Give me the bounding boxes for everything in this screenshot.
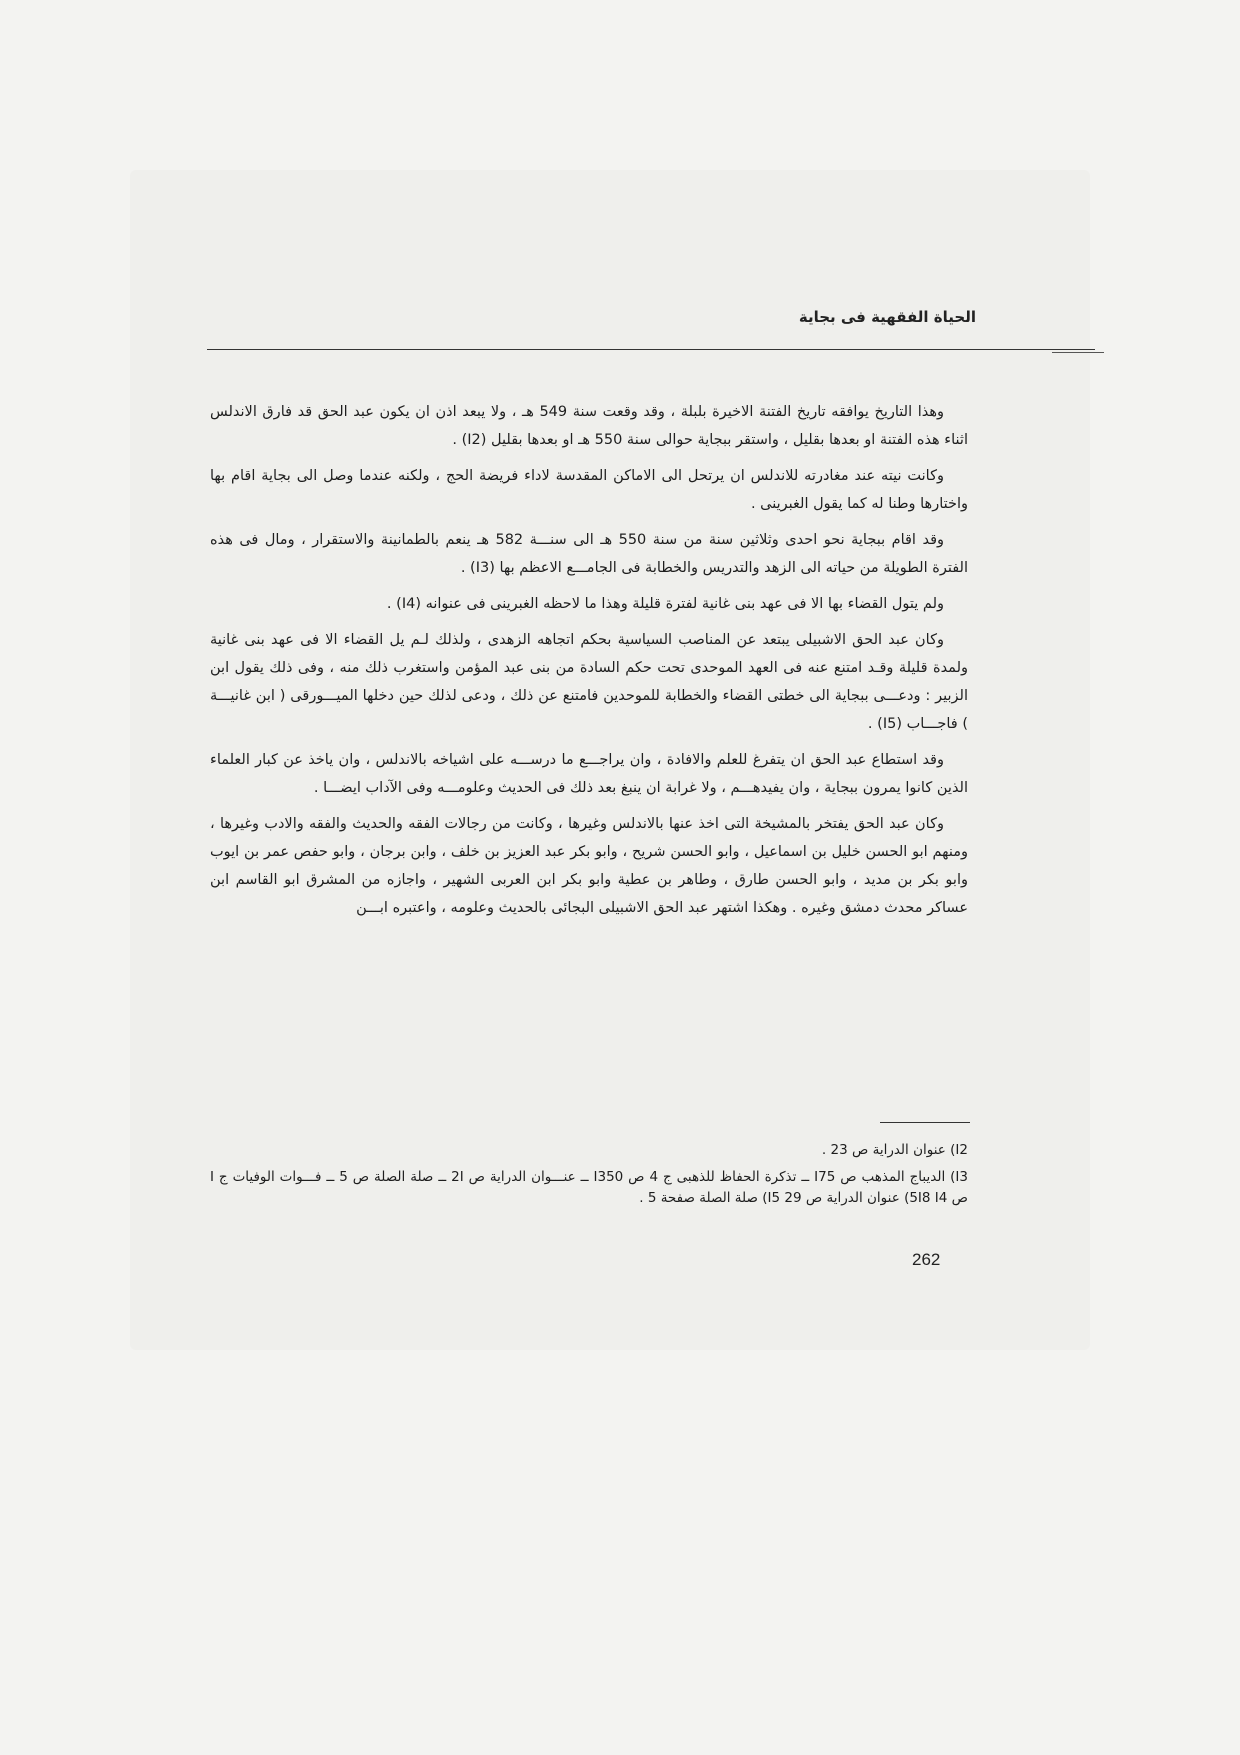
footnote: I3) الديباج المذهب ص I75 ــ تذكرة الحفاظ للذهبى ج 4 ص I350 ــ عنـــوان الدراية ص 2I ــ صلة الصلة ص 5 ــ فـــوات الوفيات ج I ص 5I8 I4) عنوان الدراية ص 29 I5) صلة الصلة صفحة 5 .: [210, 1169, 968, 1206]
paragraph: وكانت نيته عند مغادرته للاندلس ان يرتحل الى الاماكن المقدسة لاداء فريضة الحج ، ولكنه عندما وصل الى بجاية اقام بها واختارها وطنا له كما يقول الغبرينى .: [210, 468, 968, 512]
paragraph: وقد اقام ببجاية نحو احدى وثلاثين سنة من سنة 550 هـ الى سنـــة 582 هـ ينعم بالطمانينة والاستقرار ، ومال فى هذه الفترة الطويلة من حياته الى الزهد والتدريس والخطابة فى الجامـــع الاعظم بها (I3) .: [210, 532, 968, 576]
paragraph: وكان عبد الحق الاشبيلى يبتعد عن المناصب السياسية بحكم اتجاهه الزهدى ، ولذلك لـم يل القضاء الا فى عهد بنى غانية ولمدة قليلة وقـد امتنع عنه فى العهد الموحدى تحت حكم السادة من بنى عبد المؤمن واستغرب ذلك منه ، وفى ذلك يقول ابن الزبير : ودعـــى ببجاية الى خطتى القضاء والخطابة للموحدين فامتنع عن ذلك ، ودعى لذلك حين دخلها الميـــورقى ( ابن غانيـــة ) فاجـــاب (I5) .: [210, 632, 968, 732]
page-number: 262: [912, 1250, 941, 1269]
footnote-rule: [880, 1122, 970, 1123]
running-header: الحياة الفقهية فى بجاية: [798, 308, 976, 326]
header-rule-tail: [1052, 352, 1104, 353]
paragraph: وهذا التاريخ يوافقه تاريخ الفتنة الاخيرة بلبلة ، وقد وقعت سنة 549 هـ ، ولا يبعد اذن ان يكون عبد الحق قد فارق الاندلس اثناء هذه الفتنة او بعدها بقليل ، واستقر ببجاية حوالى سنة 550 هـ او بعدها بقليل (I2) .: [210, 404, 968, 448]
paragraph: ولم يتول القضاء بها الا فى عهد بنى غانية لفترة قليلة وهذا ما لاحظه الغبرينى فى عنوانه (I4) .: [386, 596, 944, 612]
paragraph: وكان عبد الحق يفتخر بالمشيخة التى اخذ عنها بالاندلس وغيرها ، وكانت من رجالات الفقه والحديث والفقه والادب وغيرها ، ومنهم ابو الحسن خليل بن اسماعيل ، وابو الحسن شريح ، وابو بكر عبد العزيز بن خلف ، وابن برجان ، وابو حفص عمر بن ايوب وابو بكر بن مديد ، وابو الحسن طارق ، وطاهر بن عطية وابو بكر ابن العربى الشهير ، واجازه من المشرق ابو القاسم ابن عساكر محدث دمشق وغيره . وهكذا اشتهر عبد الحق الاشبيلى البجائى بالحديث وعلومه ، واعتبره ابـــن: [210, 816, 968, 916]
body-text: [210, 398, 968, 930]
paragraph: وقد استطاع عبد الحق ان يتفرغ للعلم والافادة ، وان يراجـــع ما درســـه على اشياخه بالاندلس ، وان ياخذ عن كبار العلماء الذين كانوا يمرون ببجاية ، وان يفيدهـــم ، ولا غرابة ان ينبغ بعد ذلك فى الحديث وعلومـــه وفى الآداب ايضـــا .: [210, 752, 968, 796]
header-rule: [207, 349, 1095, 350]
footnote: I2) عنوان الدراية ص 23 .: [821, 1142, 968, 1158]
footnotes: [210, 1140, 968, 1215]
